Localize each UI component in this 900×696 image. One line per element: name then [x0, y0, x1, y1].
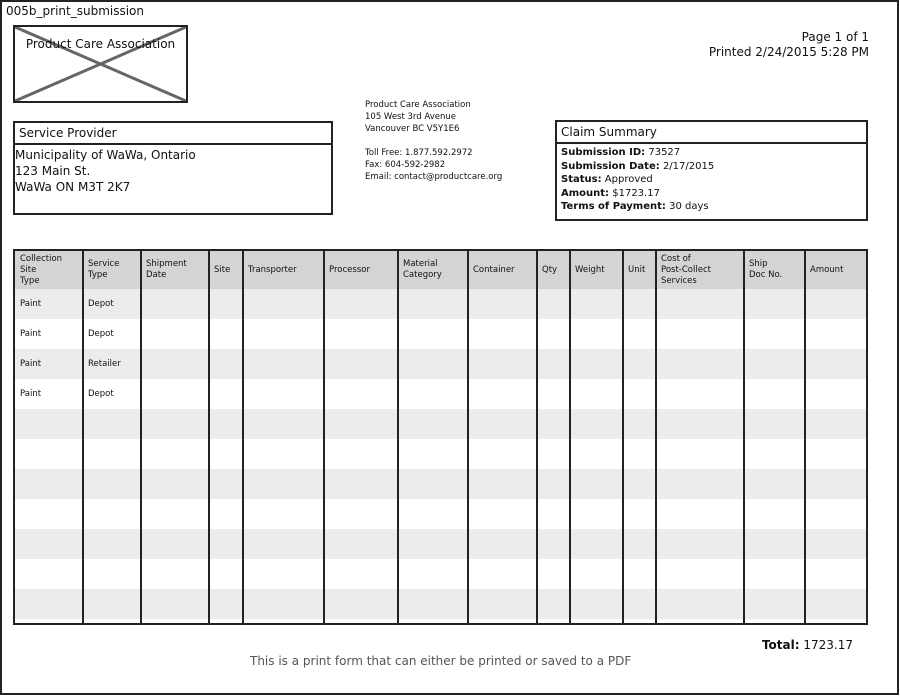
- column-divider: [622, 251, 624, 623]
- pca-name: Product Care Association: [365, 100, 471, 110]
- column-header: Shipment Date: [146, 259, 187, 280]
- pca-street: 105 West 3rd Avenue: [365, 112, 456, 122]
- submission-id: 73527: [648, 147, 681, 158]
- table-row: [15, 529, 866, 559]
- column-divider: [536, 251, 538, 623]
- footnote: This is a print form that can either be printed or saved to a PDF: [250, 654, 632, 668]
- column-header: Site: [214, 264, 231, 275]
- total: [762, 638, 853, 652]
- table-cell: Retailer: [88, 359, 121, 369]
- table-cell: Paint: [20, 389, 42, 399]
- service-provider-address: [15, 145, 331, 195]
- logo-text: Product Care Association: [25, 37, 176, 51]
- submission-date-row: Submission Date: 2/17/2015: [561, 160, 715, 172]
- table-cell: Depot: [88, 389, 114, 399]
- column-header: Cost of Post-Collect Services: [661, 253, 711, 286]
- table-cell: Paint: [20, 299, 42, 309]
- table-row: [15, 349, 866, 379]
- column-divider: [82, 251, 84, 623]
- table-cell: Paint: [20, 359, 42, 369]
- table-row: [15, 469, 866, 499]
- column-header: Container: [473, 264, 515, 275]
- status-value: Approved: [604, 174, 653, 185]
- pca-fax: Fax: 604-592-2982: [365, 160, 446, 170]
- column-divider: [208, 251, 210, 623]
- table-row: [15, 379, 866, 409]
- column-header: Ship Doc No.: [749, 259, 783, 280]
- service-provider-title: Service Provider: [15, 123, 331, 145]
- claim-summary-title: Claim Summary: [557, 122, 866, 144]
- column-divider: [467, 251, 469, 623]
- column-divider: [323, 251, 325, 623]
- page-number: Page 1 of 1: [801, 30, 869, 44]
- table-cell: Depot: [88, 299, 114, 309]
- table-row: [15, 289, 866, 319]
- table-row: [15, 409, 866, 439]
- submission-id-row: Submission ID: 73527: [561, 147, 681, 158]
- amount-value: $1723.17: [612, 187, 660, 199]
- claim-summary-box: [555, 120, 868, 221]
- column-divider: [743, 251, 745, 623]
- terms-row: Terms of Payment: 30 days: [561, 201, 709, 212]
- column-header: Transporter: [248, 264, 297, 275]
- provider-line: WaWa ON M3T 2K7: [15, 180, 131, 194]
- printed-timestamp: Printed 2/24/2015 5:28 PM: [708, 45, 869, 59]
- column-divider: [242, 251, 244, 623]
- page-label: 005b_print_submission: [6, 4, 144, 18]
- amount-row: Amount: $1723.17: [561, 187, 660, 199]
- pca-email: Email: contact@productcare.org: [365, 172, 503, 182]
- submission-date: 2/17/2015: [662, 160, 715, 172]
- column-header: Service Type: [88, 259, 120, 280]
- provider-line: 123 Main St.: [15, 164, 91, 178]
- logo-placeholder: [13, 25, 188, 103]
- service-provider-box: [13, 121, 333, 215]
- page-info: [709, 30, 869, 60]
- column-header: Material Category: [403, 259, 442, 280]
- claim-table: [13, 249, 868, 625]
- table-row: [15, 319, 866, 349]
- total-value: 1723.17: [803, 638, 853, 652]
- terms-value: 30 days: [669, 201, 709, 212]
- total-label: Total:: [761, 638, 800, 652]
- column-header: Collection Site Type: [20, 253, 63, 286]
- column-divider: [569, 251, 571, 623]
- status-row: Status: Approved: [561, 174, 653, 185]
- column-divider: [655, 251, 657, 623]
- column-header: Processor: [329, 264, 370, 275]
- column-header: Qty: [542, 264, 558, 275]
- column-divider: [804, 251, 806, 623]
- column-header: Weight: [575, 264, 605, 275]
- column-header: Amount: [810, 264, 844, 275]
- table-row: [15, 499, 866, 529]
- table-row: [15, 559, 866, 589]
- table-row: [15, 439, 866, 469]
- column-header: Unit: [628, 264, 646, 275]
- pca-address: [365, 99, 502, 183]
- pca-city: Vancouver BC V5Y1E6: [365, 124, 460, 134]
- provider-line: Municipality of WaWa, Ontario: [15, 148, 196, 162]
- pca-toll-free: Toll Free: 1.877.592.2972: [365, 148, 473, 158]
- table-row: [15, 589, 866, 619]
- column-divider: [397, 251, 399, 623]
- table-cell: Paint: [20, 329, 42, 339]
- table-cell: Depot: [88, 329, 114, 339]
- column-divider: [140, 251, 142, 623]
